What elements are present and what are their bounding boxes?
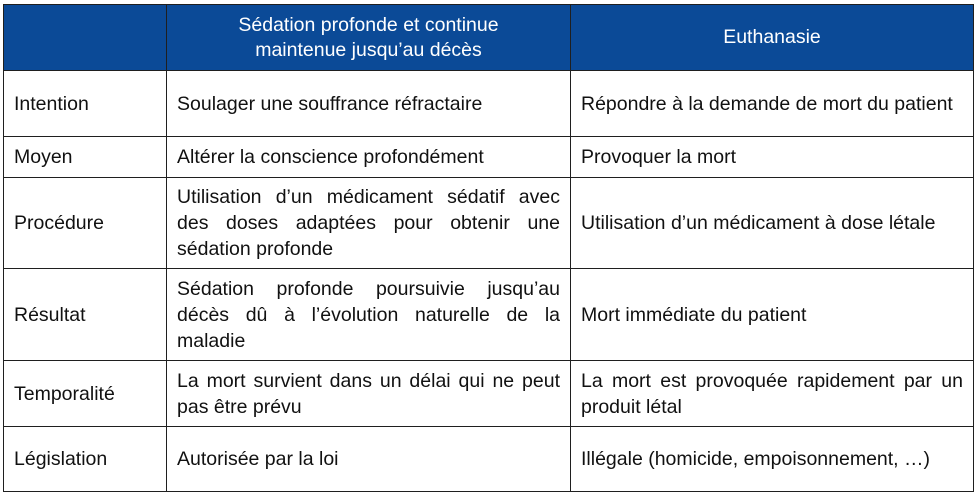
cell-euthanasie-moyen: Provoquer la mort [571, 137, 974, 178]
row-label-legislation: Législation [4, 427, 167, 492]
cell-euthanasie-temporalite: La mort est provoquée rapidement par un produit létal [571, 361, 974, 427]
header-sedation-line1: Sédation profonde et continue [238, 13, 499, 36]
row-label-procedure: Procédure [4, 178, 167, 269]
row-label-moyen: Moyen [4, 137, 167, 178]
cell-sedation-temporalite: La mort survient dans un délai qui ne peut pas être prévu [167, 361, 571, 427]
table-row [4, 137, 974, 178]
cell-sedation-moyen: Altérer la conscience profondément [167, 137, 571, 178]
table-row [4, 361, 974, 427]
cell-sedation-intention: Soulager une souffrance réfractaire [167, 71, 571, 137]
row-label-temporalite: Temporalité [4, 361, 167, 427]
cell-euthanasie-legislation: Illégale (homicide, empoisonnement, …) [571, 427, 974, 492]
table-header-row [4, 5, 974, 71]
table-row [4, 71, 974, 137]
cell-sedation-legislation: Autorisée par la loi [167, 427, 571, 492]
cell-euthanasie-procedure: Utilisation d’un médicament à dose létale [571, 178, 974, 269]
header-sedation-line2: maintenue jusqu’au décès [255, 38, 482, 61]
comparison-table [3, 4, 974, 492]
header-empty-cell [4, 5, 167, 71]
table-row [4, 269, 974, 361]
table-row [4, 427, 974, 492]
header-sedation [167, 5, 571, 71]
cell-euthanasie-resultat: Mort immédiate du patient [571, 269, 974, 361]
cell-sedation-procedure: Utilisation d’un médicament sédatif avec des doses adaptées pour obtenir une sédation profonde [167, 178, 571, 269]
table-row [4, 178, 974, 269]
header-euthanasie: Euthanasie [571, 5, 974, 71]
row-label-intention: Intention [4, 71, 167, 137]
row-label-resultat: Résultat [4, 269, 167, 361]
cell-euthanasie-intention: Répondre à la demande de mort du patient [571, 71, 974, 137]
cell-sedation-resultat: Sédation profonde poursuivie jusqu’au décès dû à l’évolution naturelle de la maladie [167, 269, 571, 361]
